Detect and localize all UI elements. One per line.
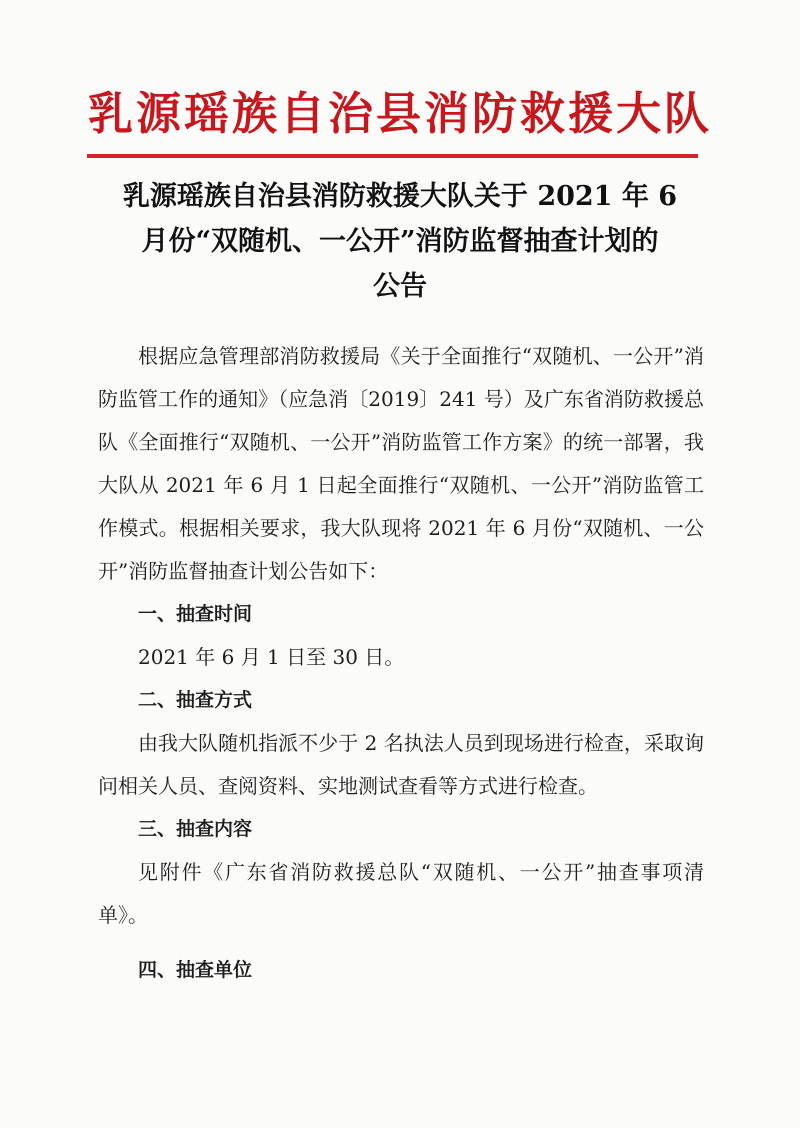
red-divider-line [87, 154, 698, 158]
spacer [98, 937, 704, 949]
title-line-1: 乳源瑶族自治县消防救援大队关于 2021 年 6 [122, 181, 678, 212]
document-title [90, 174, 710, 309]
document-body [98, 335, 704, 992]
section-heading-time: 一、抽查时间 [138, 603, 253, 625]
section-text-content: 见附件《广东省消防救援总队“双随机、一公开”抽查事项清单》。 [98, 860, 704, 927]
section-text-time: 2021 年 6 月 1 日至 30 日。 [138, 645, 405, 669]
masthead-org-name: 乳源瑶族自治县消防救援大队 [87, 87, 712, 140]
section-heading-units: 四、抽查单位 [138, 959, 253, 981]
section-heading-method: 二、抽查方式 [138, 689, 253, 711]
intro-paragraph: 根据应急管理部消防救援局《关于全面推行“双随机、一公开”消防监管工作的通知》（应急消〔2019〕241 号）及广东省消防救援总队《全面推行“双随机、一公开”消防监管工作方案》的统一部署，我大队从 2021 年 6 月 1 日起全面推行“双随机、一公开”消防监管工作模式。根据相关要求，我大队现将 2021 年 6 月份“双随机、一公开”消防监督抽查计划公告如下： [98, 344, 704, 583]
title-line-3: 公告 [373, 271, 427, 302]
title-line-2: 月份“双随机、一公开”消防监督抽查计划的 [141, 226, 659, 257]
section-heading-content: 三、抽查内容 [138, 818, 253, 840]
section-text-method: 由我大队随机指派不少于 2 名执法人员到现场进行检查，采取询问相关人员、查阅资料、实地测试查看等方式进行检查。 [98, 731, 704, 798]
